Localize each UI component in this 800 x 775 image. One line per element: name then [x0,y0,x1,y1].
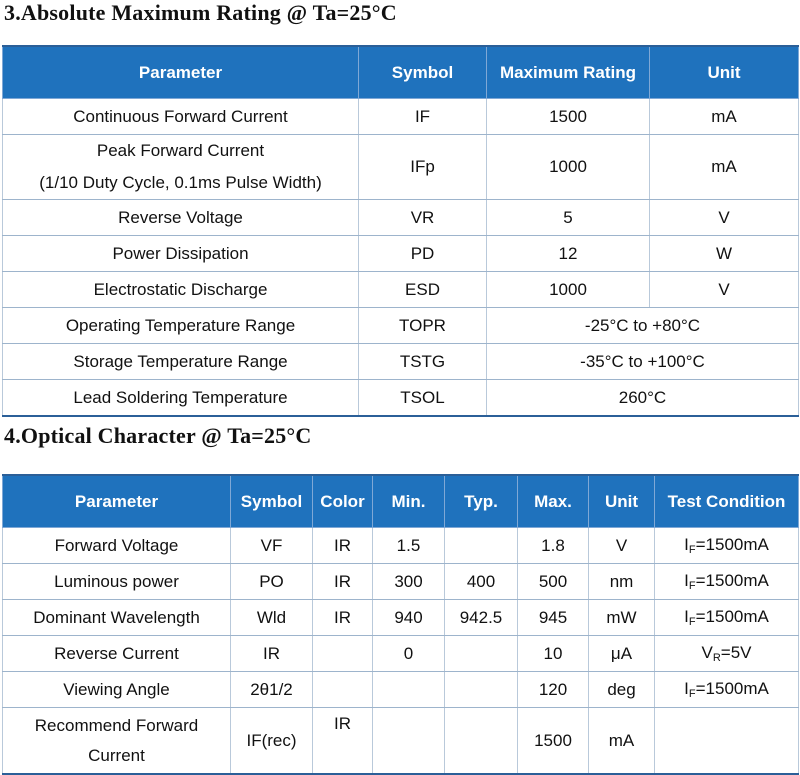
parameter-line-1: Recommend Forward [34,715,199,735]
min-cell: 0 [373,636,445,672]
max-cell: 120 [518,672,589,708]
parameter-cell [3,135,359,200]
condition-value: =5V [720,643,752,662]
table-row [3,708,799,775]
condition-subscript: F [688,616,696,628]
symbol-cell: PD [359,236,487,272]
parameter-note: (1/10 Duty Cycle, 0.1ms Pulse Width) [39,173,322,192]
section-4-title: 4.Optical Character @ Ta=25°C [4,423,312,448]
rating-cell: 12 [487,236,650,272]
symbol-cell: VF [231,528,313,564]
parameter-cell: Lead Soldering Temperature [3,380,359,417]
parameter-cell: Continuous Forward Current [3,99,359,135]
table-row [3,200,799,236]
rating-cell: 5 [487,200,650,236]
parameter-name: Peak Forward Current [96,141,265,160]
unit-cell: μA [589,636,655,672]
max-cell: 500 [518,564,589,600]
column-header: Symbol [231,475,313,528]
parameter-cell: Forward Voltage [3,528,231,564]
typ-cell: 942.5 [445,600,518,636]
condition-value: =1500mA [695,607,769,626]
column-header: Max. [518,475,589,528]
condition-value: =1500mA [695,679,769,698]
max-cell: 1500 [518,708,589,775]
rating-cell: 1500 [487,99,650,135]
column-header: Typ. [445,475,518,528]
table-row [3,99,799,135]
table-row [3,135,799,200]
parameter-cell: Operating Temperature Range [3,308,359,344]
min-cell [373,708,445,775]
column-header: Parameter [3,46,359,99]
symbol-cell: PO [231,564,313,600]
test-condition-cell [655,672,799,708]
symbol-cell: IF(rec) [231,708,313,775]
min-cell [373,672,445,708]
condition-variable: I [684,679,689,698]
condition-subscript: F [688,544,696,556]
table-row [3,636,799,672]
symbol-cell: VR [359,200,487,236]
test-condition-cell [655,636,799,672]
column-header: Maximum Rating [487,46,650,99]
parameter-cell: Viewing Angle [3,672,231,708]
typ-cell: 400 [445,564,518,600]
parameter-cell: Storage Temperature Range [3,344,359,380]
symbol-cell: ESD [359,272,487,308]
parameter-cell: Reverse Voltage [3,200,359,236]
optical-character-table [2,474,799,775]
parameter-cell [3,708,231,775]
parameter-cell: Power Dissipation [3,236,359,272]
rating-cell: 1000 [487,135,650,200]
condition-variable: I [684,607,689,626]
typ-cell [445,636,518,672]
table-header-row [3,475,799,528]
test-condition-cell [655,564,799,600]
symbol-cell: Wld [231,600,313,636]
test-condition-cell [655,708,799,775]
unit-cell: V [650,200,799,236]
unit-cell: mA [650,135,799,200]
unit-cell: W [650,236,799,272]
condition-subscript: R [712,652,721,664]
max-cell: 1.8 [518,528,589,564]
condition-subscript: F [688,580,696,592]
condition-variable: I [684,571,689,590]
symbol-cell: IFp [359,135,487,200]
symbol-cell: TSTG [359,344,487,380]
unit-cell: mW [589,600,655,636]
max-cell: 10 [518,636,589,672]
column-header: Min. [373,475,445,528]
color-cell: IR [313,708,373,775]
parameter-cell: Electrostatic Discharge [3,272,359,308]
table-row [3,236,799,272]
parameter-line-2: Current [88,745,145,765]
test-condition-cell [655,528,799,564]
column-header: Test Condition [655,475,799,528]
column-header: Parameter [3,475,231,528]
symbol-cell: 2θ1/2 [231,672,313,708]
condition-value: =1500mA [695,571,769,590]
min-cell: 1.5 [373,528,445,564]
table-row [3,564,799,600]
table-row [3,528,799,564]
symbol-cell: IF [359,99,487,135]
condition-variable: I [684,535,689,554]
table-header-row [3,46,799,99]
column-header: Unit [650,46,799,99]
unit-cell: V [650,272,799,308]
table-row [3,672,799,708]
max-cell: 945 [518,600,589,636]
unit-cell: mA [650,99,799,135]
typ-cell [445,708,518,775]
test-condition-cell [655,600,799,636]
symbol-cell: IR [231,636,313,672]
color-cell: IR [313,600,373,636]
condition-variable: V [701,643,713,662]
symbol-cell: TOPR [359,308,487,344]
rating-cell: -35°C to +100°C [487,344,799,380]
table-row [3,308,799,344]
unit-cell: nm [589,564,655,600]
parameter-cell: Reverse Current [3,636,231,672]
condition-value: =1500mA [695,535,769,554]
parameter-cell: Dominant Wavelength [3,600,231,636]
condition-subscript: F [688,688,696,700]
table-row [3,272,799,308]
min-cell: 300 [373,564,445,600]
typ-cell [445,672,518,708]
table-row [3,380,799,417]
rating-cell: 1000 [487,272,650,308]
parameter-cell: Luminous power [3,564,231,600]
color-cell: IR [313,528,373,564]
table-row [3,344,799,380]
table-row [3,600,799,636]
column-header: Color [313,475,373,528]
unit-cell: deg [589,672,655,708]
column-header: Unit [589,475,655,528]
color-cell [313,636,373,672]
rating-cell: 260°C [487,380,799,417]
rating-cell: -25°C to +80°C [487,308,799,344]
typ-cell [445,528,518,564]
color-cell [313,672,373,708]
absolute-maximum-rating-table [2,45,799,417]
unit-cell: mA [589,708,655,775]
unit-cell: V [589,528,655,564]
color-cell: IR [313,564,373,600]
min-cell: 940 [373,600,445,636]
section-3-title: 3.Absolute Maximum Rating @ Ta=25°C [4,0,397,25]
symbol-cell: TSOL [359,380,487,417]
column-header: Symbol [359,46,487,99]
